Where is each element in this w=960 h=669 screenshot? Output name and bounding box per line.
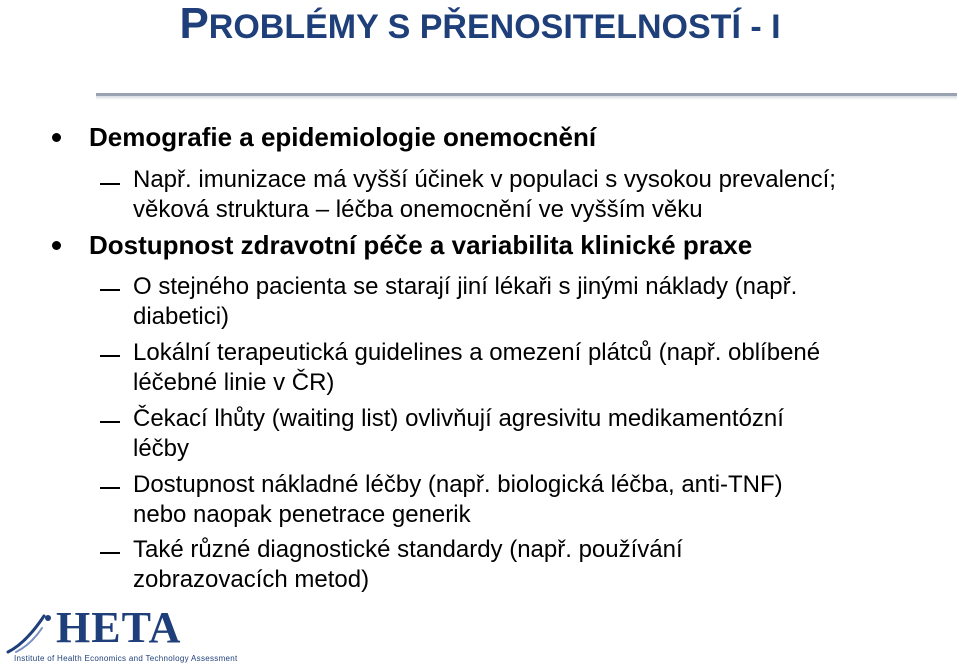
sub-bullet-2-5-line-1: Také různé diagnostické standardy (např. používání bbox=[133, 536, 683, 563]
bullet-1-text: Demografie a epidemiologie onemocnění bbox=[89, 122, 597, 152]
sub-bullet-2-4-line-1: Dostupnost nákladné léčby (např. biologická léčba, anti-TNF) bbox=[133, 471, 783, 498]
sub-bullet-dash bbox=[100, 289, 120, 291]
title-divider-shadow bbox=[96, 96, 957, 100]
bullet-dot bbox=[52, 133, 61, 142]
heta-logo-word: HETA bbox=[56, 603, 182, 652]
sub-bullet-2-3-line-2: léčby bbox=[133, 435, 190, 462]
sub-bullet-1-1-line-2: věková struktura – léčba onemocnění ve vyšším věku bbox=[133, 196, 703, 223]
sub-bullet-dash bbox=[100, 487, 120, 489]
sub-bullet-dash bbox=[100, 552, 120, 554]
bullet-dot bbox=[52, 241, 61, 250]
heta-logo-subtitle: Institute of Health Economics and Technology Assessment bbox=[14, 654, 238, 663]
sub-bullet-2-2-line-2: léčebné linie v ČR) bbox=[133, 369, 335, 396]
slide-title bbox=[0, 0, 960, 48]
slide-title-rest: ROBLÉMY S PŘENOSITELNOSTÍ - I bbox=[208, 8, 781, 46]
sub-bullet-1-1-line-1: Např. imunizace má vyšší účinek v populaci s vysokou prevalencí; bbox=[133, 166, 836, 193]
heta-swoosh-icon bbox=[6, 612, 58, 654]
sub-bullet-2-1-line-1: O stejného pacienta se starají jiní lékaři s jinými náklady (např. bbox=[133, 273, 798, 300]
slide-title-first-letter: P bbox=[179, 0, 209, 48]
sub-bullet-2-1-line-2: diabetici) bbox=[133, 303, 230, 330]
sub-bullet-2-5-line-2: zobrazovacích metod) bbox=[133, 566, 370, 593]
sub-bullet-2-2-line-1: Lokální terapeutická guidelines a omezení plátců (např. oblíbené bbox=[133, 339, 821, 366]
sub-bullet-2-3-line-1: Čekací lhůty (waiting list) ovlivňují agresivitu medikamentózní bbox=[133, 405, 784, 432]
sub-bullet-dash bbox=[100, 183, 120, 185]
sub-bullet-dash bbox=[100, 421, 120, 423]
sub-bullet-2-4-line-2: nebo naopak penetrace generik bbox=[133, 501, 471, 528]
bullet-2-text: Dostupnost zdravotní péče a variabilita klinické praxe bbox=[89, 230, 753, 260]
heta-logo bbox=[6, 602, 238, 666]
sub-bullet-dash bbox=[100, 355, 120, 357]
